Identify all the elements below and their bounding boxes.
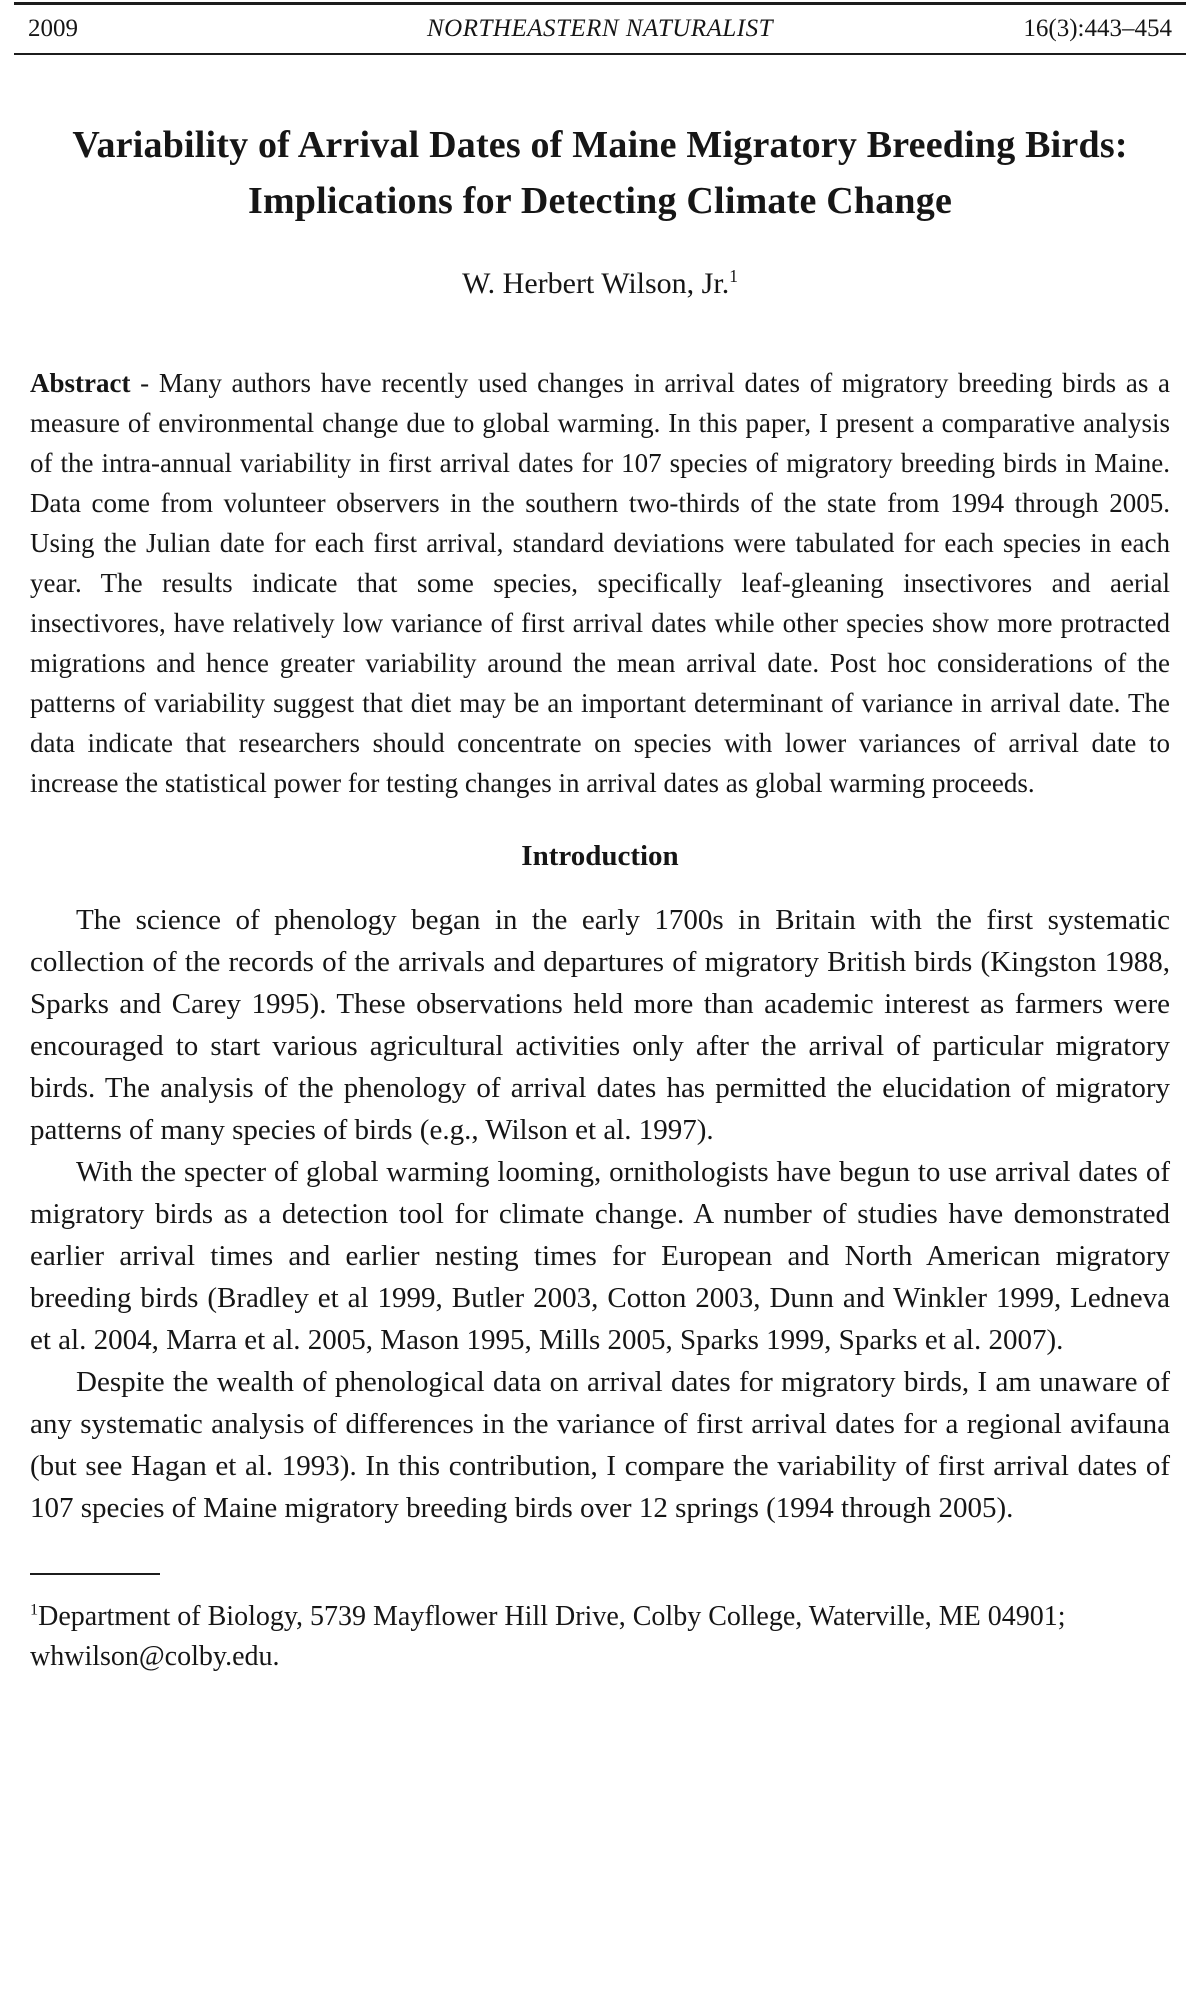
author-name: W. Herbert Wilson, Jr. — [462, 267, 730, 300]
running-header — [14, 2, 1186, 55]
intro-paragraph-3: Despite the wealth of phenological data on arrival dates for migratory birds, I am unaware of any systematic analysis of differences in the variance of first arrival dates for a regional avifauna (but see Hagan et al. 1993). In this contribution, I compare the variability of first arrival dates of 107 species of Maine migratory breeding birds over 12 springs (1994 through 2005). — [30, 1366, 1170, 1524]
footnote — [30, 1597, 1170, 1677]
author-footnote-marker: 1 — [729, 266, 738, 286]
header-citation: 16(3):443–454 — [1023, 15, 1172, 42]
footnote-text: Department of Biology, 5739 Mayflower Hill Drive, Colby College, Waterville, ME 04901; whwilson@colby.edu. — [30, 1601, 1066, 1672]
abstract — [30, 363, 1170, 803]
author-byline — [30, 267, 1170, 301]
intro-paragraph-1: The science of phenology began in the early 1700s in Britain with the first systematic collection of the records of the arrivals and departures of migratory British birds (Kingston 1988, Sparks and Carey 1995). These observations held more than academic interest as farmers were encouraged to start various agricultural activities only after the arrival of particular migratory birds. The analysis of the phenology of arrival dates has permitted the elucidation of migratory patterns of many species of birds (e.g., Wilson et al. 1997). — [30, 904, 1170, 1146]
header-journal-name: NORTHEASTERN NATURALIST — [426, 15, 774, 42]
footnote-rule — [30, 1573, 160, 1575]
article-title: Variability of Arrival Dates of Maine Migratory Breeding Birds: Implications for Detecting Climate Change — [72, 124, 1128, 222]
intro-paragraph-2: With the specter of global warming looming, ornithologists have begun to use arrival dates of migratory birds as a detection tool for climate change. A number of studies have demonstrated earlier arrival times and earlier nesting times for European and North American migratory breeding birds (Bradley et al 1999, Butler 2003, Cotton 2003, Dunn and Winkler 1999, Ledneva et al. 2004, Marra et al. 2005, Mason 1995, Mills 2005, Sparks 1999, Sparks et al. 2007). — [30, 1156, 1170, 1356]
abstract-text: - Many authors have recently used changes in arrival dates of migratory breeding birds as a measure of environmental change due to global warming. In this paper, I present a comparative analysis of the intra-annual variability in first arrival dates for 107 species of migratory breeding birds in Maine. Data come from volunteer observers in the southern two-thirds of the state from 1994 through 2005. Using the Julian date for each first arrival, standard deviations were tabulated for each species in each year. The results indicate that some species, specifically leaf-gleaning insectivores and aerial insectivores, have relatively low variance of first arrival dates while other species show more protracted migrations and hence greater variability around the mean arrival date. Post hoc considerations of the patterns of variability suggest that diet may be an important determinant of variance in arrival date. The data indicate that researchers should concentrate on species with lower variances of arrival date to increase the statistical power for testing changes in arrival dates as global warming proceeds. — [30, 368, 1170, 798]
abstract-label: Abstract — [30, 368, 131, 398]
journal-article-page — [0, 2, 1200, 2015]
header-year: 2009 — [28, 15, 78, 42]
section-heading-introduction: Introduction — [521, 840, 679, 872]
footnote-marker: 1 — [30, 1600, 39, 1619]
